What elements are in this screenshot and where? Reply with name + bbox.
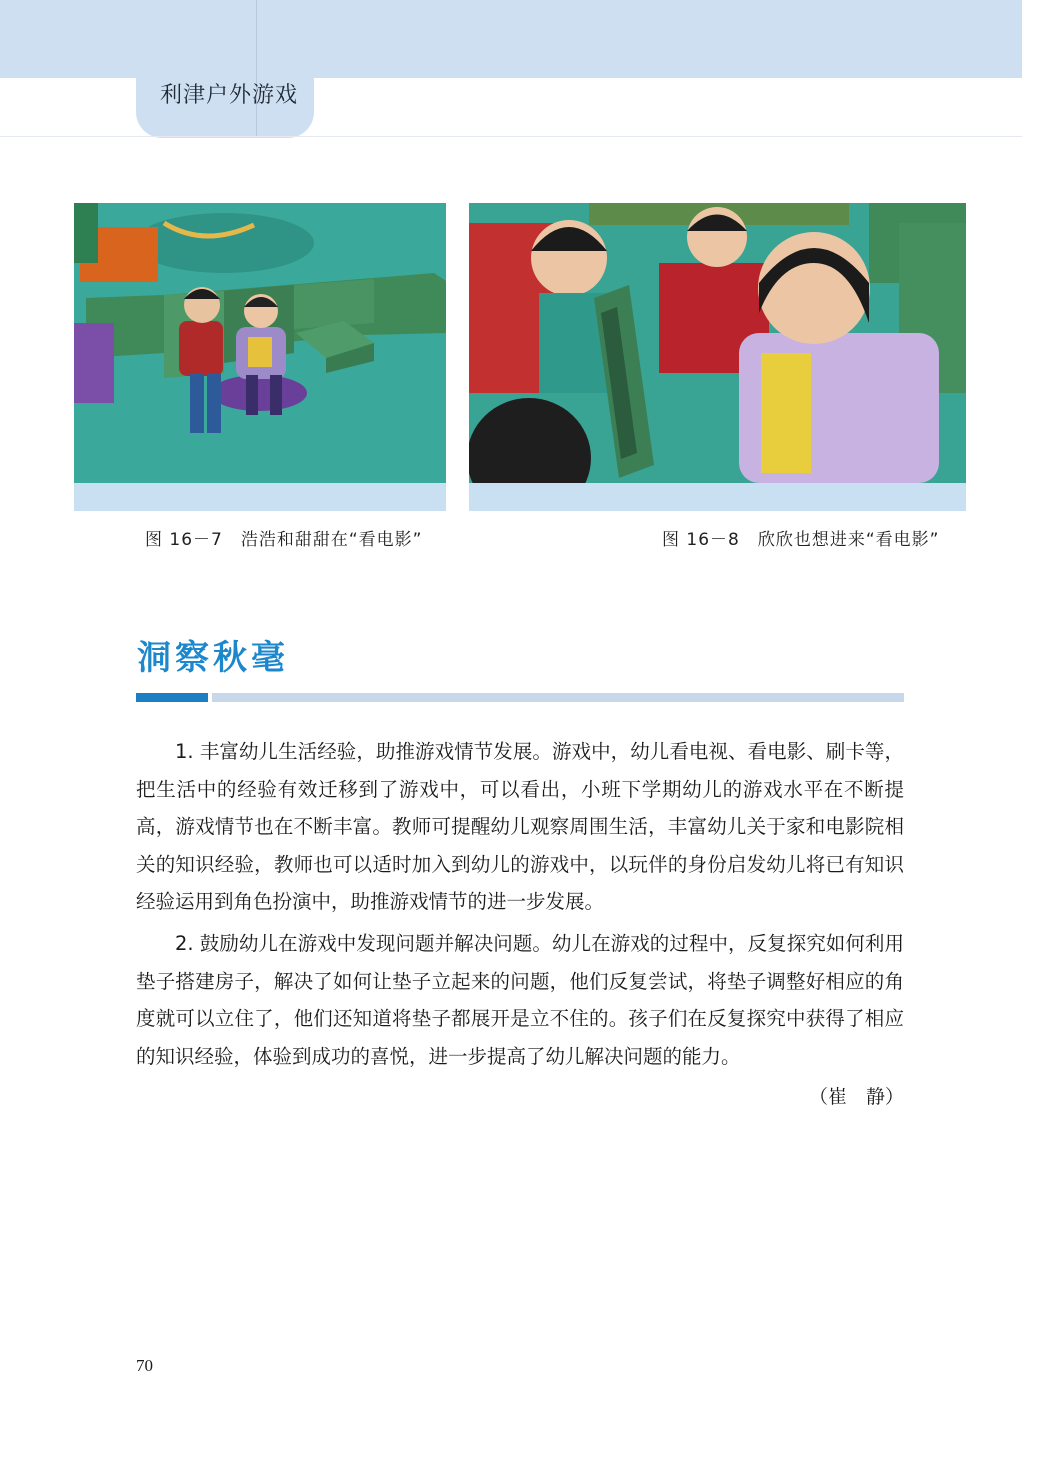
figure-caption-16-8: 图 16－8 欣欣也想进来“看电影” — [662, 530, 940, 550]
paragraph-1: 1. 丰富幼儿生活经验，助推游戏情节发展。游戏中，幼儿看电视、看电影、刷卡等，把生活中的经验有效迁移到了游戏中，可以看出，小班下学期幼儿的游戏水平在不断提高，游戏情节也在不断丰富。教师可提醒幼儿观察周围生活，丰富幼儿关于家和电影院相关的知识经验，教师也可以适时加入到幼儿的游戏中，以玩伴的身份启发幼儿将已有知识经验运用到角色扮演中，助推游戏情节的进一步发展。 — [136, 740, 904, 913]
figure-caption-16-7: 图 16－7 浩浩和甜甜在“看电影” — [145, 530, 423, 550]
author-signature: （崔 静） — [808, 1086, 904, 1108]
paragraph-2: 2. 鼓励幼儿在游戏中发现问题并解决问题。幼儿在游戏的过程中，反复探究如何利用垫子搭建房子，解决了如何让垫子立起来的问题，他们反复尝试，将垫子调整好相应的角度就可以立住了，他们还知道将垫子都展开是立不住的。孩子们在反复探究中获得了相应的知识经验，体验到成功的喜悦，进一步提高了幼儿解决问题的能力。 — [136, 932, 904, 1068]
section-heading: 洞察秋毫 — [137, 638, 289, 678]
page-number: 70 — [136, 1356, 153, 1375]
photo-figure-16-8 — [469, 203, 966, 511]
heading-rule-accent — [136, 693, 208, 702]
heading-rule — [212, 693, 904, 702]
series-title: 利津户外游戏 — [160, 83, 299, 108]
header-rule — [0, 136, 1022, 137]
photo-figure-16-7 — [74, 203, 446, 511]
header-divider — [256, 0, 257, 136]
